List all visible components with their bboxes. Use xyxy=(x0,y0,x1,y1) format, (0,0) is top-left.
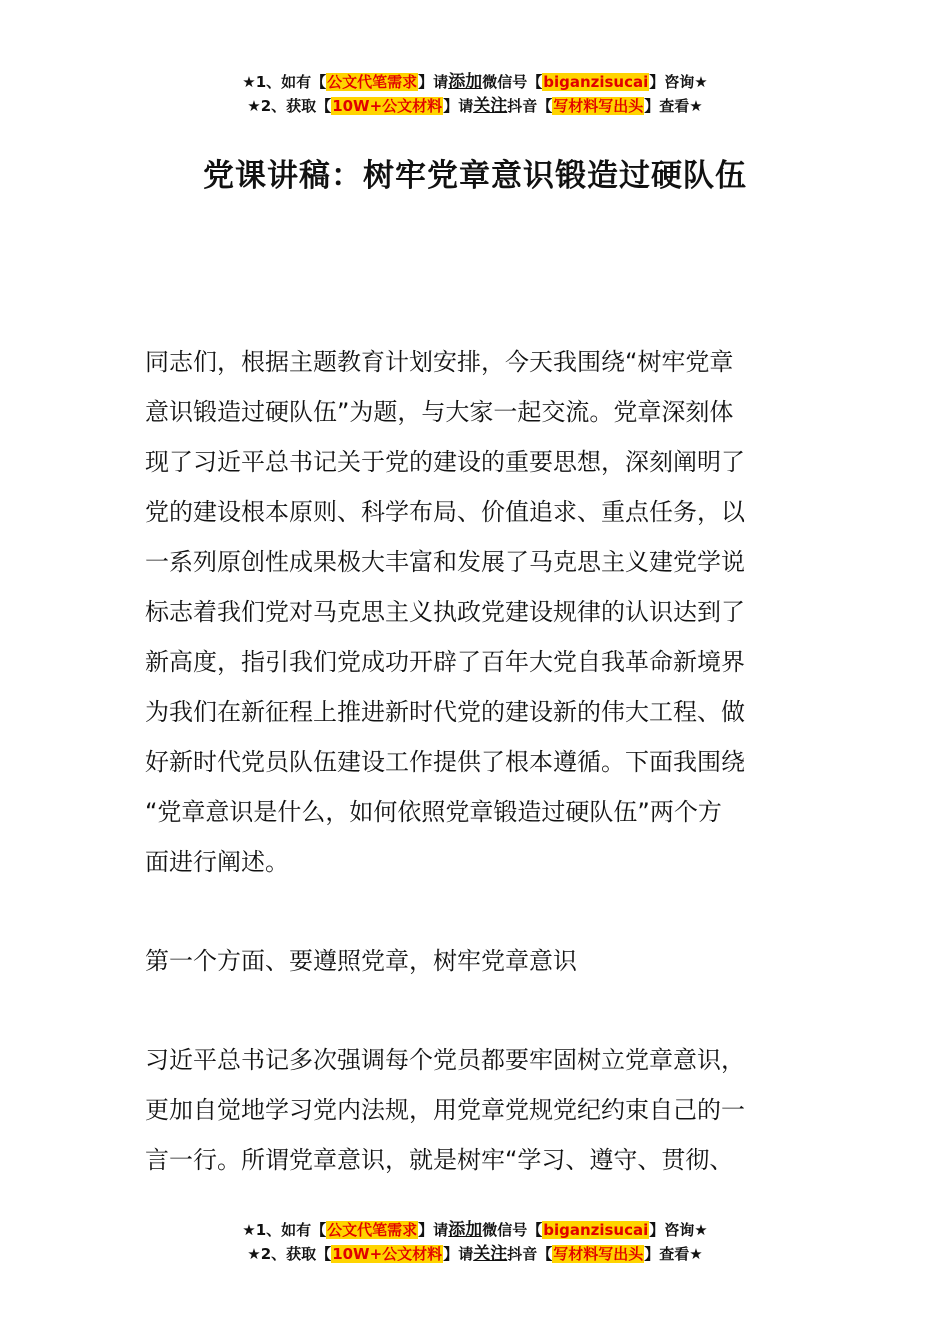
service-highlight: 公文代笔需求 xyxy=(327,73,418,91)
service-highlight: 公文代笔需求 xyxy=(327,1221,418,1239)
paragraph-line: 现了习近平总书记关于党的建设的重要思想，深刻阐明了 xyxy=(145,448,745,476)
paragraph-line: 一系列原创性成果极大丰富和发展了马克思主义建党学说 xyxy=(145,548,745,576)
material-highlight: 10W+公文材料 xyxy=(332,1245,443,1263)
paragraph-line: 新高度，指引我们党成功开辟了百年大党自我革命新境界 xyxy=(145,648,745,676)
section-heading-1 xyxy=(145,936,810,986)
douyin-id-highlight: 写材料写出头 xyxy=(553,1245,644,1263)
banner-line-1: ★1、如有【公文代笔需求】请添加微信号【biganzisucai】咨询★ xyxy=(242,1220,708,1240)
top-banner xyxy=(0,70,950,118)
paragraph-line: 标志着我们党对马克思主义执政党建设规律的认识达到了 xyxy=(145,598,745,626)
paragraph-line: 为我们在新征程上推进新时代党的建设新的伟大工程、做 xyxy=(145,698,745,726)
wechat-id-highlight: biganzisucai xyxy=(543,73,649,91)
paragraph-line: 面进行阐述。 xyxy=(145,848,289,876)
paragraph-line: 言一行。所谓党章意识，就是树牢“学习、遵守、贯彻、 xyxy=(145,1146,734,1174)
banner-line-1: ★1、如有【公文代笔需求】请添加微信号【biganzisucai】咨询★ xyxy=(242,72,708,92)
paragraph-line: 习近平总书记多次强调每个党员都要牢固树立党章意识， xyxy=(145,1046,745,1074)
section-heading-text: 第一个方面、要遵照党章，树牢党章意识 xyxy=(145,947,577,975)
paragraph-1 xyxy=(145,337,810,887)
paragraph-line: “党章意识是什么，如何依照党章锻造过硬队伍”两个方 xyxy=(145,798,722,826)
paragraph-2 xyxy=(145,1035,810,1185)
paragraph-line: 更加自觉地学习党内法规，用党章党规党纪约束自己的一 xyxy=(145,1096,745,1124)
document-title: 党课讲稿：树牢党章意识锻造过硬队伍 xyxy=(203,158,747,194)
paragraph-line: 同志们，根据主题教育计划安排，今天我围绕“树牢党章 xyxy=(145,348,734,376)
banner-line-2: ★2、获取【10W+公文材料】请关注抖音【写材料写出头】查看★ xyxy=(247,96,703,116)
material-highlight: 10W+公文材料 xyxy=(332,97,443,115)
paragraph-line: 党的建设根本原则、科学布局、价值追求、重点任务，以 xyxy=(145,498,745,526)
paragraph-line: 意识锻造过硬队伍”为题，与大家一起交流。党章深刻体 xyxy=(145,398,734,426)
banner-line-2: ★2、获取【10W+公文材料】请关注抖音【写材料写出头】查看★ xyxy=(247,1244,703,1264)
paragraph-line: 好新时代党员队伍建设工作提供了根本遵循。下面我围绕 xyxy=(145,748,745,776)
douyin-id-highlight: 写材料写出头 xyxy=(553,97,644,115)
bottom-banner xyxy=(0,1218,950,1266)
wechat-id-highlight: biganzisucai xyxy=(543,1221,649,1239)
